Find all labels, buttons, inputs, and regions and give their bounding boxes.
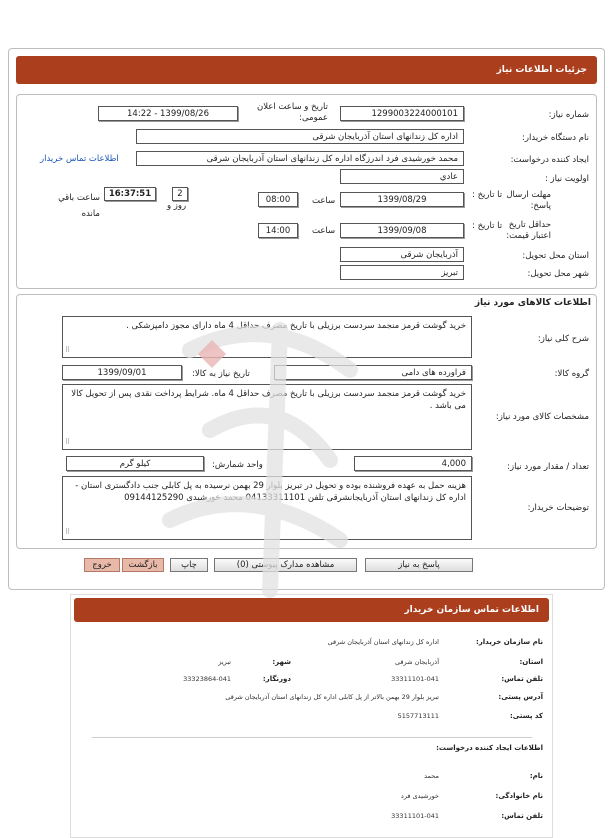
validity-label: حداقل تاریخ اعتبار قیمت: bbox=[506, 220, 551, 241]
general-desc-box: خرید گوشت قرمز منجمد سردست برزیلی با تاریخ مصرف حداقل 4 ماه دارای مجوز دامپزشکی . ⠿ bbox=[62, 316, 472, 358]
view-documents-button[interactable]: مشاهده مدارک پیوستی (0) bbox=[214, 558, 357, 572]
days-remaining-field: 2 bbox=[172, 187, 188, 201]
contact-fax-label: دورنگار: bbox=[262, 675, 291, 683]
postal-value: 5157713111 bbox=[397, 712, 439, 720]
buyer-org-label: نام دستگاه خریدار: bbox=[522, 133, 589, 143]
buyer-notes-label: توضیحات خریدار: bbox=[527, 503, 589, 513]
deadline-label: مهلت ارسال پاسخ: bbox=[506, 190, 551, 211]
group-label: گروه کالا: bbox=[554, 369, 589, 379]
contact-phone-value: 33311101-041 bbox=[391, 675, 439, 683]
need-date-label: تاریخ نیاز به کالا: bbox=[192, 369, 250, 379]
contact-city-label: شهر: bbox=[272, 658, 291, 666]
buyer-contact-link[interactable]: اطلاعات تماس خریدار bbox=[40, 154, 119, 164]
creator-label: ایجاد کننده درخواست: bbox=[510, 155, 589, 165]
creator-info-title: اطلاعات ایجاد کننده درخواست: bbox=[436, 744, 543, 752]
province-field: آذربایجان شرقی bbox=[340, 247, 464, 262]
qty-label: تعداد / مقدار مورد نیاز: bbox=[507, 462, 589, 472]
validity-date-field: 1399/09/08 bbox=[340, 223, 464, 238]
page-title: جزئیات اطلاعات نیاز bbox=[496, 65, 587, 75]
resize-handle-icon[interactable]: ⠿ bbox=[65, 438, 71, 446]
back-button[interactable]: بازگشت bbox=[122, 558, 164, 572]
first-name-label: نام: bbox=[529, 772, 543, 780]
postal-label: کد پستی: bbox=[509, 712, 543, 720]
priority-label: اولویت نیاز : bbox=[544, 174, 589, 184]
need-date-field: 1399/09/01 bbox=[62, 365, 182, 380]
contact-province-value: آذربایجان شرقی bbox=[394, 658, 439, 666]
buyer-notes-box: هزینه حمل به عهده فروشنده بوده و تحویل در تبریز بلوار 29 بهمن نرسیده به پل کابلی جنب دادگستری استان - اداره کل زندانهای استان آذربایجانشرقی تلفن 04133311101 محمد خورشیدی 09144125290 ⠿ bbox=[62, 476, 472, 540]
deadline-time-field: 08:00 bbox=[258, 192, 298, 207]
announce-field: 1399/08/26 - 14:22 bbox=[98, 106, 238, 121]
announce-label: تاریخ و ساعت اعلان عمومی: bbox=[256, 102, 328, 123]
first-name-value: محمد bbox=[424, 772, 439, 780]
unit-field: کیلو گرم bbox=[66, 456, 204, 471]
general-desc-label: شرح کلی نیاز: bbox=[537, 334, 589, 344]
contact-fax-value: 33323864-041 bbox=[183, 675, 231, 683]
contact-city-value: تبریز bbox=[218, 658, 231, 666]
qty-field: 4,000 bbox=[354, 456, 472, 471]
group-field: فراورده های دامی bbox=[274, 365, 472, 380]
last-name-value: خورشیدی فرد bbox=[400, 792, 439, 800]
print-button[interactable]: چاپ bbox=[170, 558, 208, 572]
resize-handle-icon[interactable]: ⠿ bbox=[65, 346, 71, 354]
province-label: استان محل تحویل: bbox=[522, 251, 589, 261]
spec-label: مشخصات کالای مورد نیاز: bbox=[495, 412, 589, 422]
validity-to-date-label: تا تاریخ : bbox=[472, 221, 503, 231]
city-label: شهر محل تحویل: bbox=[527, 269, 589, 279]
creator-field: محمد خورشیدی فرد اندرزگاه اداره کل زندانهای استان آذربایجان شرقی bbox=[136, 151, 464, 166]
countdown-label: ساعت باقي مانده bbox=[58, 193, 100, 219]
creator-phone-label: تلفن تماس: bbox=[501, 812, 543, 820]
need-number-field: 1299003224000101 bbox=[340, 106, 464, 121]
address-label: آدرس پستی: bbox=[498, 693, 543, 701]
org-name-value: اداره کل زندانهای استان آذربایجان شرقی bbox=[327, 638, 439, 646]
page-header bbox=[16, 56, 597, 84]
exit-button[interactable]: خروج bbox=[84, 558, 120, 572]
unit-label: واحد شمارش: bbox=[212, 460, 263, 470]
validity-time-label: ساعت bbox=[312, 226, 336, 236]
city-field: تبریز bbox=[340, 265, 464, 280]
deadline-to-date-label: تا تاریخ : bbox=[472, 190, 503, 200]
validity-time-field: 14:00 bbox=[258, 223, 298, 238]
days-label: روز و bbox=[167, 201, 187, 211]
contact-card bbox=[70, 594, 553, 838]
spec-box: خرید گوشت قرمز منجمد سردست برزیلی با تاریخ مصرف حداقل 4 ماه. شرایط پرداخت نقدی پس از تحویل کالا می باشد . ⠿ bbox=[62, 384, 472, 450]
creator-phone-value: 33311101-041 bbox=[391, 812, 439, 820]
contact-header bbox=[74, 598, 549, 622]
reply-button[interactable]: پاسخ به نیاز bbox=[365, 558, 473, 572]
goods-section-title: اطلاعات کالاهای مورد نیاز bbox=[474, 298, 591, 308]
last-name-label: نام خانوادگی: bbox=[495, 792, 543, 800]
buyer-org-field: اداره کل زندانهای استان آذربایجان شرقی bbox=[136, 129, 464, 144]
resize-handle-icon[interactable]: ⠿ bbox=[65, 528, 71, 536]
address-value: تبریز بلوار 29 بهمن بالاتر از پل کابلی اداره کل زندانهای استان آذربایجان شرقی bbox=[225, 693, 439, 701]
deadline-date-field: 1399/08/29 bbox=[340, 192, 464, 207]
deadline-time-label: ساعت bbox=[312, 196, 336, 206]
contact-divider bbox=[92, 737, 532, 738]
contact-title: اطلاعات تماس سازمان خریدار bbox=[404, 605, 539, 615]
countdown-field: 16:37:51 bbox=[104, 187, 156, 201]
priority-field: عادي bbox=[340, 169, 464, 184]
contact-phone-label: تلفن تماس: bbox=[501, 675, 543, 683]
org-name-label: نام سازمان خریدار: bbox=[475, 638, 543, 646]
need-number-label: شماره نیاز: bbox=[548, 110, 589, 120]
contact-province-label: استان: bbox=[519, 658, 543, 666]
